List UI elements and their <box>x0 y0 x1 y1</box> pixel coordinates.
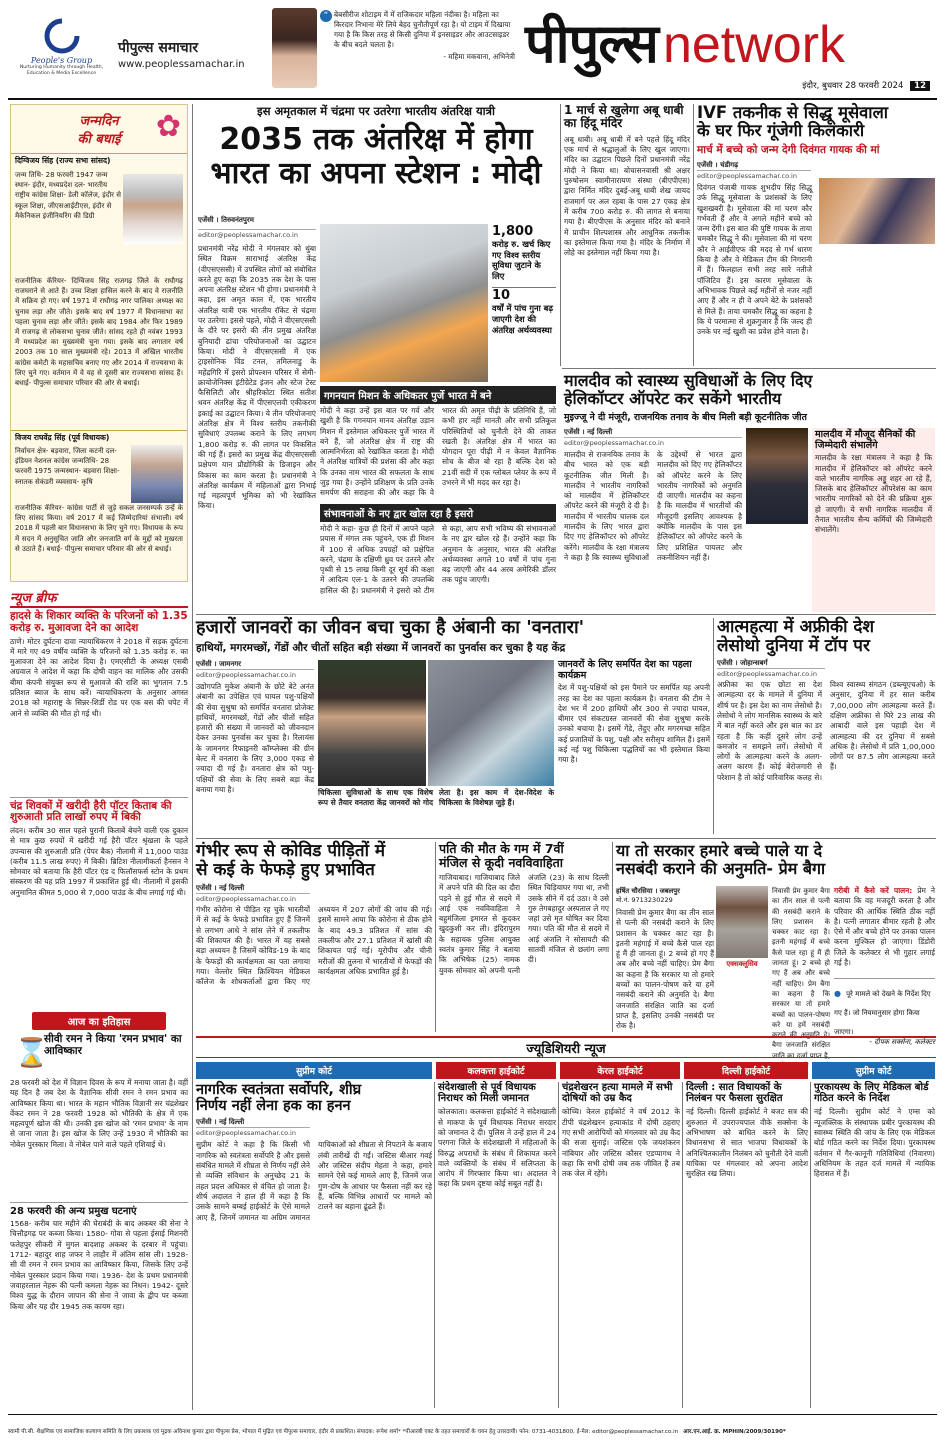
logo-ring-icon <box>42 16 82 56</box>
space-right-rule <box>560 104 561 366</box>
person1-photo <box>123 174 183 244</box>
sc-email[interactable]: editor@peoplessamachar.co.in <box>196 1127 310 1137</box>
judiciary-rule-4 <box>810 1082 811 1408</box>
moosewala-byline: एजेंसी । चंडीगढ़ <box>697 160 739 169</box>
muizzu-photo <box>746 428 808 524</box>
kerala-body: कोच्चि। केरल हाईकोर्ट ने वर्ष 2012 के टीपी चंद्रशेखरन हत्याकांड में दोषी ठहराए गए सभी आरोपियों को मंगलवार को उम्र कैद की सजा सुनाई। जस्टिस एके जयशंकरन नांबियार और जस्टिस कौसर एडप्पागथ ने कहा कि सभी दोषी जब तक जीवित हैं तब तक जेल में रहेंगे। <box>562 1107 680 1179</box>
premb-box-text <box>834 886 935 974</box>
tag-calcutta-hc: कलकत्ता हाईकोर्ट <box>436 1062 556 1079</box>
purkayastha-story <box>814 1082 935 1408</box>
moosewala-headline-1: IVF तकनीक से सिद्धू मूसेवाला <box>697 103 889 122</box>
quote-box <box>320 10 515 92</box>
premb-headline-2: नसबंदी कराने की अनुमति- प्रेम बैगा <box>616 858 826 878</box>
premb-headline-1: या तो सरकार हमारे बच्चे पाले या दे <box>616 841 823 860</box>
birthday-title-1: जन्मदिन <box>79 114 119 129</box>
moosewala-subhead: मार्च में बच्चे को जन्म देगी दिवंगत गायक की मां <box>697 143 880 156</box>
judiciary-banner <box>196 1036 936 1058</box>
maldives-email[interactable]: editor@peoplessamachar.co.in <box>564 437 742 447</box>
person2-photo <box>131 445 183 503</box>
covid-headline-2: से कई के फेफड़े हुए प्रभावित <box>196 860 375 881</box>
vantara-right-rule <box>713 618 714 834</box>
ghaziabad-headline-1: पति की मौत के गम में 7वीं <box>439 841 564 856</box>
vantara-box-body: देश में पशु-पक्षियों को इस पैमाने पर समर्पित यह अपनी तरह का देश का पहला कार्यक्रम है। वनतारा की टीम ने देश भर में 200 हाथियों और 300 से ज्यादा घायल, बीमार एवं संकटग्रस्त जानवरों की सेवा शुश्रुषा करके उनको बचाया है। इसमें गेंडे, तेंदुए और मगरमच्छ सहित कई प्रजातियों के पशु, पक्षी और सरीसृप शामिल हैं। इसमें कई नई पशु चिकित्सा पद्धतियों का भी इस्तेमाल किया गया है। <box>558 683 710 765</box>
quote-mark-icon: “ <box>320 10 332 22</box>
kerala-headline: चंद्रशेखरन हत्या मामले में सभी दोषियों को उम्र कैद <box>562 1082 673 1105</box>
premb-note-author: - दीपक सक्सेना, कलेक्टर <box>869 1038 935 1046</box>
footer-rni: आर.एन.आई. क्र. MPHIN/2009/30190* <box>683 1429 786 1435</box>
lesotho-headline-2: लेसोथो दुनिया में टॉप पर <box>717 636 870 657</box>
maldives-headline-1: मालदीव को स्वास्थ्य सुविधाओं के लिए दिए <box>564 371 813 390</box>
actress-photo <box>272 8 317 88</box>
fact2-text: वर्षों में पांच गुना बढ़ जाएगी देश की अंतरिक्ष अर्थव्यवस्था <box>492 303 554 335</box>
events-body: 1568- करीब चार महीने की घेराबंदी के बाद अकबर की सेना ने चित्तौड़गढ़ पर कब्जा किया। 1580- गोवा से पहला ईसाई मिशनरी फतेहपुर सीकरी में मुगल बादशाह अकबर के दरबार में पहुंचा। 1712- बहादुर शाह जफर ने लाहौर में अंतिम सांस ली। 1928- सी वी रमन ने रमन प्रभाव का आविष्कार किया, जिसके लिए उन्हें नोबेल पुरस्कार प्रदान किया गया। 1936- देश के प्रथम प्रधानमंत्री जवाहरलाल नेहरू की पत्नी कमला नेहरू का निधन। 1942- दूसरे विश्व युद्ध के दौरान जापान की सेना ने जावा के द्वीप पर कब्जा किया और यह दौर 1945 तक कायम रहा। <box>10 1219 188 1311</box>
isro-body: मोदी ने कहा- कुछ ही दिनों में आपने पहले प्रयास में मंगल तक पहुंचने, एक ही मिशन में 100 से अधिक उपग्रहों को प्रक्षेपित करने, चंद्रमा के दक्षिणी ध्रुव पर उतरने और पृथ्वी से 15 लाख किमी दूर सूर्य की कक्षा में आदित्य एल-1 के उतरने की उपलब्धि हासिल की है। प्रधानमंत्री ने इसरो को टीम से कहा, आप सभी भविष्य की संभावनाओं के नए द्वार खोल रहे हैं। उन्होंने कहा कि अनुमान के अनुसार, भारत की अंतरिक्ष अर्थव्यवस्था अगले 10 वर्षों में पांच गुना बढ़ जाएगी और 44 अरब अमेरिकी डॉलर तक पहुंच जाएगी। <box>320 524 556 595</box>
delhi-body: नई दिल्ली। दिल्ली हाईकोर्ट ने बजट सत्र की शुरुआत में उपराज्यपाल वीके सक्सेना के अभिभाषण को बाधित करने के लिए विधानसभा से सात भाजपा विधायकों के अनिश्चितकालीन निलंबन को चुनौती देने वाली याचिका पर मंगलवार को अपना आदेश सुरक्षित रख लिया। <box>686 1107 808 1179</box>
dateline <box>700 80 930 96</box>
delhi-headline: दिल्ली : सात विधायकों के निलंबन पर फैसला सुरक्षित <box>686 1082 783 1105</box>
space-story <box>196 104 556 604</box>
premb-body-col2: निवासी प्रेम कुमार बैगा का तीन साल से पत्नी की नसबंदी कराने के लिए प्रशासन के चक्कर काट रहा है। इतनी महंगाई में बच्चे कैसे पाल रहा हूं मैं ही जानता हूं। 2 बच्चे हो गए हैं अब और बच्चे नहीं चाहिए। प्रेम बैगा का कहना है कि सरकार या तो हमारे बच्चों का पालन-पोषण करे या हमें नसबंदी कराने की अनुमति दे। बैगा जनजाति संरक्षित जाति का दर्जा प्राप्त है, <box>772 887 830 1060</box>
tag-supreme-court-2: सुप्रीम कोर्ट <box>812 1062 935 1079</box>
maldives-body: मालदीव से राजनयिक तनाव के बीच भारत को एक बड़ी कूटनीतिक जीत मिली है। मालदीव ने भारतीय नागरिकों को मालदीव में हेलिकॉप्टर ऑपरेट करने की मंजूरी दे दी है। मालदीव में भारतीय चालक दल मालदीव के लिए भारत द्वारा दिए गए हेलिकॉप्टर को ऑपरेट करेंगे। मालदीव के रक्षा मंत्रालय ने कहा है कि स्वास्थ्य सुविधाओं के उद्देश्यों से भारत द्वारा मालदीव को दिए गए हेलिकॉप्टर को ऑपरेट करने के लिए भारतीय नागरिकों को अनुमति दी जाएगी। मालदीव का कहना है कि मालदीव में भारतीयों की मौजूदगी इसलिए आवश्यक है क्योंकि मालदीव के पास इस हेलिकॉप्टर को ऑपरेट करने के लिए प्रशिक्षित पायलट और तकनीशियन नहीं हैं। <box>564 450 742 562</box>
person2-bio: राजनीतिक कॅरियर- कांग्रेस पार्टी से जुड़े सकल जनसम्पर्क उन्हें के लिए सांसद किया। वर्ष 2017 में कई जिम्मेदारियां संभाली। वर्ष 2018 में पहली बार विधानसभा के लिए चुने गए। विधायक के रूप में सदन में अनुसूचित जाति और जनजाति वर्ग के मुद्दों को मुखरता से उठाते हैं। बधाई- पीपुल्स समाचार परिवार की ओर से बधाई। <box>15 504 183 553</box>
maldives-box <box>812 428 935 612</box>
maldives-story <box>564 372 935 612</box>
prem-baiga-story <box>616 841 936 1060</box>
ghaziabad-story <box>439 842 609 1032</box>
logo-caption: People's Group <box>30 56 93 65</box>
covid-top-rule <box>196 838 936 839</box>
elephant-treatment-photo <box>428 660 554 786</box>
history-label: आज का इतिहास <box>32 1012 166 1030</box>
abu-dhabi-story <box>564 104 690 368</box>
peoples-group-logo <box>14 12 109 92</box>
fact2-number: 10 <box>492 287 556 303</box>
ghaziabad-right-rule <box>612 842 613 1032</box>
abu-headline: 1 मार्च से खुलेगा अबू धाबी का हिंदू मंदिर <box>564 103 684 131</box>
calcutta-headline: संदेशखाली से पूर्व विधायक निराधर को मिली जमानत <box>438 1082 536 1105</box>
footer <box>8 1414 937 1440</box>
judiciary-rule-1 <box>434 1082 435 1408</box>
covid-body: गंभीर कोरोना से पीड़ित रह चुके भारतीयों में से कई के फेफड़े प्रभावित हुए हैं जिनमें से लगभग आधे ने सांस लेने में तकलीफ की शिकायत की है। भारत में यह सबसे बड़ा अध्ययन है जिसमें कोविड-19 के बाद के फेफड़ों की कार्यक्षमता का पता लगाया गया। वेल्लोर स्थित क्रिश्चियन मेडिकल कॉलेज के शोधकर्ताओं द्वारा किए गए अध्ययन में 207 लोगों की जांच की गई। इसमें सामने आया कि कोरोना से ठीक होने के बाद 49.3 प्रतिशत में सांस की तकलीफ और 27.1 प्रतिशत में खांसी की शिकायत पाई गई। यूरोपीय और चीनी मरीजों की तुलना में भारतीयों में फेफड़ों की कार्यक्षमता अधिक प्रभावित हुई है। <box>196 905 432 987</box>
premb-box <box>834 886 936 1046</box>
moosewala-email[interactable]: editor@peoplessamachar.co.in <box>697 170 811 180</box>
isro-box <box>320 504 556 604</box>
paper-name-block <box>118 38 268 78</box>
maldives-subhead: मुइज्जू ने दी मंजूरी, राजनयिक तनाव के बीच मिली बड़ी कूटनीतिक जीत <box>564 411 807 423</box>
space-email[interactable]: editor@peoplessamachar.co.in <box>198 229 316 239</box>
person1-bio: राजनीतिक कॅरियर- दिग्विजय सिंह राजगढ़ जिले के राघौगढ़ राजघराने से आते हैं। उच्च शिक्षा हासिल करने के बाद वे राजनीति में सक्रिय हो गए। वर्ष 1971 में राघौगढ़ नगर पालिका अध्यक्ष का चुनाव लड़ा और जीते। इसके बाद वर्ष 1977 में विधानसभा का पहला चुनाव लड़ा और जीते। इसके बाद 1984 और फिर 1989 में राजगढ़ से लोकसभा चुनाव जीते। सांसद रहते ही नवंबर 1993 में मध्यप्रदेश का मुख्यमंत्री चुना गया। इसके बाद लगातार वर्ष 2003 तक 10 साल मुख्यमंत्री रहे। 2013 में अखिल भारतीय कांग्रेस कमेटी के महासचिव बनाए गए और 2014 में राज्यसभा के लिए चुने गए। वर्तमान में वे यह से दूसरी बार राज्यसभा सांसद हैं। बधाई- पीपुल्स समाचार परिवार की ओर से बधाई। <box>15 277 183 388</box>
abu-right-rule <box>693 104 694 366</box>
judiciary-banner-text: ज्यूडिशियरी न्यूज <box>526 1042 606 1057</box>
maldives-byline: एजेंसी । नई दिल्ली <box>564 428 613 436</box>
brief1-headline: हादसे के शिकार व्यक्ति के परिजनों को 1.35 करोड़ रु. मुआवजा देने का आदेश <box>10 610 188 634</box>
covid-story <box>196 842 432 1032</box>
ghaziabad-headline-2: मंजिल से कूदी नवविवाहिता <box>439 855 563 870</box>
network-title <box>525 4 930 76</box>
moosewala-family-photo <box>819 178 935 244</box>
tag-supreme-court-1: सुप्रीम कोर्ट <box>196 1062 432 1079</box>
modi-vssc-photo <box>320 224 488 382</box>
left-column-rule <box>192 104 193 1410</box>
premb-byline: हर्षित चौरसिया । जबलपुर <box>616 887 680 895</box>
sc-byline: एजेंसी । नई दिल्ली <box>196 1118 245 1127</box>
vantara-headline: हजारों जानवरों का जीवन बचा चुका है अंबानी का 'वनतारा' <box>196 617 585 638</box>
covid-email[interactable]: editor@peoplessamachar.co.in <box>196 893 310 903</box>
news-brief-label: न्यूज ब्रीफ <box>10 588 188 608</box>
dateline-text: इंदौर, बुधवार 28 फरवरी 2024 <box>802 81 904 91</box>
lesotho-byline: एजेंसी । जोहान्सबर्ग <box>717 659 768 668</box>
network-hindi: पीपुल्स <box>525 12 658 75</box>
logo-tagline: Nurturing Humanity through Health, Education & Media Excellence <box>19 65 104 76</box>
premb-box-headline: गरीबी में कैसे करें पालन: <box>834 886 913 895</box>
gaganyaan-body: मोदी ने कहा उन्हें इस बात पर गर्व और खुशी है कि गगनयान मानव अंतरिक्ष उड़ान मिशन में इस्तेमाल अधिकतर पुर्जे भारत में बने हैं, जो अंतरिक्ष क्षेत्र में राष्ट्र की आत्मनिर्भरता को रेखांकित करता है। मोदी ने अंतरिक्ष यात्रियों की प्रशंसा की और कहा कि उनका नाम भारत की सफलता के साथ जुड़ गया है। उन्होंने प्रशिक्षण के प्रति उनके समर्पण की सराहना की और कहा कि वे भारत की अमृत पीढ़ी के प्रतिनिधि हैं, जो कभी हार नहीं मानती और सभी प्रतिकूल परिस्थितियों को चुनौती देने की ताकत रखती है। अंतरिक्ष क्षेत्र में भारत का योगदान पूरा पीढ़ी में न केवल वैज्ञानिक सोच के बीज बो रहा है बल्कि देश को 21वीं सदी में एक ग्लोबल प्लेयर के रूप में उभरने में भी मदद कर रहा है। <box>320 406 556 498</box>
quote-author: - महिमा मकवाना, अभिनेत्री <box>443 52 515 61</box>
covid-right-rule <box>435 842 436 1032</box>
isro-headline: संभावनाओं के नए द्वार खोल रहा है इसरो <box>320 504 556 522</box>
space-headline-2: भारत का अपना स्टेशन : मोदी <box>210 155 542 191</box>
masthead-rule <box>8 98 937 100</box>
news-brief-section <box>10 588 188 1008</box>
vantara-story <box>196 618 710 838</box>
anant-ambani-photo <box>318 660 426 786</box>
judiciary-rule-3 <box>682 1082 683 1408</box>
premb-body: निवासी प्रेम कुमार बैगा का तीन साल से पत्नी की नसबंदी कराने के लिए प्रशासन के चक्कर काट रहा है। इतनी महंगाई में बच्चे कैसे पाल रहा हूं मैं ही जानता हूं। 2 बच्चे हो गए हैं अब और बच्चे नहीं चाहिए। प्रेम बैगा का कहना है कि सरकार या तो हमारे बच्चों का पालन-पोषण करे या हमें नसबंदी कराने की अनुमति दे। बैगा जनजाति संरक्षित जाति का दर्जा प्राप्त है, इसलिए उनकी नसबंदी पर रोक है। <box>616 908 714 1031</box>
gaganyaan-box <box>320 386 556 500</box>
calcutta-body: कोलकाता। कलकत्ता हाईकोर्ट ने संदेशखाली से माकपा के पूर्व विधायक निराधर सरदार को जमानत दे दी। पुलिस ने उन्हें हाल में 24 परगना जिले के संदेशखाली में महिलाओं के विरुद्ध अपराधों के संबंध में शिकायत करने वाले व्यक्तियों के संबंध में सलिप्तता के आरोप में गिरफ्तार किया था। अदालत ने कहा कि प्रथम दृष्टया कोई सबूत नहीं है। <box>438 1107 556 1189</box>
footer-text: स्वामी पी.सी. शैक्षणिक एवं सामाजिक कल्याण समिति के लिए प्रकाशक एवं मुद्रक अविनाश कुमार द्वारा पीपुल्स प्रेस, भोपाल में मुद्रित एवं पीपुल्स समाचार, इंदौर से प्रकाशित। संपादक: रूपेश शर्मा* *पीआरबी एक्ट के तहत समाचारों के चयन हेतु उत्तरदायी। फोन: 0731-4031800, ई-मेल: editor@peoplessamachar.co.in <box>8 1429 679 1435</box>
maldives-headline-2: हेलिकॉप्टर ऑपरेट कर सकेंगे भारतीय <box>564 388 782 408</box>
hourglass-icon: ⌛ <box>14 1036 49 1069</box>
sc-liberty-story <box>196 1082 432 1408</box>
sc-headline-2: निर्णय नहीं लेना हक का हनन <box>196 1098 351 1115</box>
birthday-title-2: की बधाई <box>77 132 121 147</box>
lesotho-body: अफ्रीका का एक छोटा सा देश आत्महत्या दर के मामले में दुनिया में शीर्ष पर है। इस देश का नाम लेसोथो है। लेसोथो ने लोग मानसिक स्वास्थ्य के बारे में बात नहीं करते और इस बात का डर रहता है कि कहीं दूसरे लोग उन्हें कमजोर न समझने लगें। लेसोथो में लोगों के आत्महत्या करने के अलग-अलग कारण हैं। कोई बेरोजगारी से परेशान है तो कोई पारिवारिक कलह से। विश्व स्वास्थ्य संगठन (डब्ल्यूएचओ) के अनुसार, दुनिया में हर साल करीब 7,00,000 लोग आत्महत्या करते हैं। दक्षिण अफ्रीका से घिरे 23 लाख की आबादी वाले इस पहाड़ी देश में आत्महत्या की दर दुनिया में सबसे अधिक है। लेसोथो में प्रति 1,00,000 लोगों पर 87.5 लोग आत्महत्या करते हैं। <box>717 680 935 782</box>
history-section <box>10 1012 188 1410</box>
vantara-caption: चिकित्सा सुविधाओं के साथ एक विशेष रूप से तैयार वनतारा केंद्र जानवरों को गोद लेता है। इस काम में देश-विदेश के चिकित्सा के विशेषज्ञ जुड़े हैं। <box>318 788 554 808</box>
events-headline: 28 फरवरी की अन्य प्रमुख घटनाएं <box>10 1202 188 1217</box>
purkayastha-headline: पुरकायस्थ के लिए मेडिकल बोर्ड गठित करने के निर्देश <box>814 1082 929 1105</box>
fact1-number: 1,800 <box>492 224 534 239</box>
sc-headline-1: नागरिक स्वतंत्रता सर्वोपरि, शीघ्र <box>196 1082 362 1098</box>
flower-bouquet-icon: ✿ <box>155 109 181 144</box>
tag-kerala-hc: केरल हाईकोर्ट <box>560 1062 680 1079</box>
paper-name: पीपुल्स समाचार <box>118 40 199 56</box>
delhi-story <box>686 1082 808 1408</box>
quote-text: बेबसीरीज शोटाइम में में राजिकदार महिला नंदीका है। महिला का किरदार निभाना मेरे लिये बेहद चुनौतीपूर्ण रहा है। यो टाइम में दिखाया गया है कि किस तरह से किसी दुनिया में इनसाइडर और आउटसाइडर के बीच बदले चलता है। <box>334 10 511 49</box>
page-number: 12 <box>910 81 930 91</box>
maldives-box-body: मालदीव के रक्षा मंत्रालय ने कहा है कि मालदीव में हेलिकॉप्टर को ऑपरेट करने वाले भारतीय नागरिक अड्डू शहर आ रहे हैं, जिसके बाद हेलिकॉप्टर ऑपरेशंस का काम भारतीय नागरिकों को देने की प्रक्रिया शुरू हो जाएगी। ये सभी नागरिक मालदीव में तैनात भारतीय सैन्य कर्मियों की जिम्मेदारी संभालेंगे। <box>815 453 932 535</box>
space-kicker: इस अमृतकाल में चंद्रमा पर उतरेगा भारतीय अंतरिक्ष यात्री <box>257 104 495 118</box>
network-english: network <box>662 16 846 74</box>
lesotho-email[interactable]: editor@peoplessamachar.co.in <box>717 668 825 678</box>
vantara-body: उद्योगपति मुकेश अंबानी के छोटे बेटे अनंत अंबानी का उपेक्षित एवं घायल पशु-पक्षियों की सेवा सुश्रुषा को समर्पित वनतारा प्रोजेक्ट हाथियों, मगरमच्छों, गेंडों और चीतों सहित हजारों की संख्या में जानवरों को जीवनदान देकर उनका पुनर्वास कर चुका है। रिलायंस के जामनगर रिफाइनरी कॉम्प्लेक्स की ग्रीन बेल्ट में वनतारा के लिए 3,000 एकड़ से ज्यादा दी गई है। वनतारा क्षेत्र को पशु-पक्षियों की सेवा के लिए सबसे बड़ा केंद्र बनाया गया है। <box>196 682 314 794</box>
ghaziabad-body: गाजियाबाद। गाजियाबाद जिले में अपने पति की दिल का दौरा पड़ने से हुई मौत से सदमे में आई एक नवविवाहिता ने बहुमंजिला इमारत से कूदकर खुदकुशी कर ली। इंदिरापुरम के सहायक पुलिस आयुक्त स्वतंत्र कुमार सिंह ने बताया कि अभिषेक (25) नामक युवक सोमवार को अपनी पत्नी अंजलि (23) के साथ दिल्ली स्थित चिड़ियाघर गया था, तभी उसके सीने में दर्द उठा। वे उसे गुरु तेगबहादुर अस्पताल ले गए जहां उसे मृत घोषित कर दिया गया। पति की मौत से सदमे में आई अंजलि ने सोसायटी की सातवीं मंजिल से छलांग लगा दी। <box>439 873 609 975</box>
fact1-text: करोड़ रु. खर्च किए गए विश्व स्तरीय सुविधा जुटाने के लिए <box>492 239 551 281</box>
brief1-body: ठाणे। मोटर दुर्घटना दावा न्यायाधिकरण ने 2018 में सड़क दुर्घटना में मारे गए 49 वर्षीय व्यक्ति के परिजनों को 1.35 करोड़ रु. का मुआवजा देने का आदेश दिया है। एमएसीटी के अध्यक्ष एसबी अग्रवाल ने आदेश में कहा कि दोषी वाहन का मालिक और उसकी बीमा कंपनी संयुक्त रूप से मुआवजे की राशि का भुगतान 7.5 प्रतिशत ब्याज के साथ करें। न्यायाधिकरण के अनुसार अगस्त 2018 को महाराष्ट्र के सिन्नर-शिर्डी रोड पर एक बस की चपेट में आने से व्यक्ति की मौत हो गई थी। <box>10 636 188 718</box>
brief2-body: लंदन। करीब 30 साल पहले पुरानी किताबें बेचने वाली एक दुकान से मात्र कुछ रुपयों में खरीदी गई हैरी पॉटर श्रृंखला के पहले उपन्यास की शुरुआती प्रति (पेपर बैक) नीलामी में 11,000 पाउंड (करीब 11.5 लाख रुपए) में बिकी। ब्रिटिश नीलामीकर्ता हैनसन ने सोमवार को बताया कि हैरी पॉटर एंड द फिलॉसफर्स स्टोन के प्रथम संस्करण की यह प्रति 1997 में प्रकाशित हुई थी। नीलामी में इसकी अनुमानित कीमत 5,000 से 7,000 पाउंड के बीच लगाई गई थी। <box>10 826 188 897</box>
person2-facts: निर्वाचन क्षेत्र- बड़वारा, जिला कटनी दल- इंडियन नेशनल कांग्रेस जन्मतिथि- 28 फरवरी 1975 जन्मस्थान- बड़वारा शिक्षा- स्नातक सेकंडरी व्यवसाय- कृषि <box>15 447 120 486</box>
covid-headline-1: गंभीर रूप से कोविड पीड़ितों में <box>196 841 386 861</box>
space-headline-1: 2035 तक अंतरिक्ष में होगा <box>219 122 533 157</box>
tag-delhi-hc: दिल्ली हाईकोर्ट <box>684 1062 808 1079</box>
person1-facts: जन्म तिथि- 28 फरवरी 1947 जन्म स्थान- इंदौर, मध्यप्रदेश दल- भारतीय राष्ट्रीय कांग्रेस शिक्षा- डेली कॉलेज, इंदौर से स्कूल शिक्षा, जीएसआईटीएस, इंदौर से मैकेनिकल इंजीनियरिंग की डिग्री <box>15 171 122 220</box>
lesotho-headline-1: आत्महत्या में अफ्रीकी देश <box>717 617 875 637</box>
vantara-email[interactable]: editor@peoplessamachar.co.in <box>196 669 314 679</box>
brief2-headline: चंद्र शिवकों में खरीदी हैरी पॉटर किताब की शुरुआती प्रति लाखों रुपए में बिकी <box>10 797 188 825</box>
vantara-box <box>558 660 710 838</box>
vantara-top-rule <box>196 614 936 615</box>
vantara-subhead: हाथियों, मगरमच्छों, गेंडों और चीतों सहित बड़ी संख्या में जानवरों का पुनर्वास कर चुका है यह केंद्र <box>196 642 566 655</box>
moosewala-story <box>697 104 935 368</box>
premb-box-body: प्रेम ने बताया कि वह मजदूरी करता है और परिवार की आर्थिक स्थिति ठीक नहीं है। पत्नी लगातार बीमार रहती है और ऐसे में और बच्चे होने पर उनका पालन करना मुश्किल हो जाएगा। डिंडोरी जिले के कलेक्टर से भी गुहार लगाई गई है। <box>834 886 936 968</box>
birthday-header <box>11 105 187 153</box>
calcutta-story <box>438 1082 556 1408</box>
space-fact-box <box>492 224 556 384</box>
maldives-top-rule <box>562 368 936 369</box>
history-headline: सीवी रमन ने किया 'रमन प्रभाव' का आविष्कार <box>44 1033 182 1057</box>
lesotho-story <box>717 618 935 838</box>
covid-byline: एजेंसी । नई दिल्ली <box>196 884 245 893</box>
premb-phone: मो.नं. 9713230229 <box>616 896 673 904</box>
space-body: प्रधानमंत्री नरेंद्र मोदी ने मंगलवार को थुंबा स्थित विक्रम साराभाई अंतरिक्ष केंद्र (वीएसएससी) में उपस्थित लोगों को संबोधित करते हुए कहा कि 2035 तक देश के पास अपना अंतरिक्ष स्टेशन भी होगा। प्रधानमंत्री ने कहा, इस अमृत काल में, एक भारतीय अंतरिक्ष यात्री एक भारतीय रॉकेट से चंद्रमा पर उतरेगा। इससे पहले, मोदी ने वीएसएससी के दौरे पर इसरो की तीन प्रमुख अंतरिक्ष बुनियादी ढांचा परियोजनाओं का उद्घाटन किया। मोदी ने वीएसएससी में एक ट्राइसोनिक विंड टनल, तमिलनाडु के महेंद्रगिरि में इसरो प्रोपल्शन परिसर में सेमी-क्रायोजेनिक्स इंटीग्रेटेड इंजन और स्टेज टेस्ट फैसिलिटी और श्रीहरिकोटा स्थित सतीश धवन अंतरिक्ष केंद्र में पीएसएलवी एकीकरण इकाई का उद्घाटन किया। ये तीन परियोजनाएं अंतरिक्ष क्षेत्र में विश्व स्तरीय तकनीकी सुविधाएं उपलब्ध कराने के लिए लगभग 1,800 करोड़ रु. की लागत पर विकसित की गई हैं। इसरो का प्रमुख केंद्र वीएसएससी प्रक्षेपण यान प्रौद्योगिकी के डिजाइन और विकास का काम करता है। प्रधानमंत्री ने अंतरिक्ष कार्यक्रम में महिलाओं द्वारा निभाई गई महत्वपूर्ण भूमिका को भी रेखांकित किया। <box>198 244 316 511</box>
kerala-story <box>562 1082 680 1408</box>
vantara-byline: एजेंसी । जामनगर <box>196 660 242 668</box>
sc-body: सुप्रीम कोर्ट ने कहा है कि किसी भी नागरिक को स्वतंत्रता सर्वोपरि है और इससे संबंधित मामले में शीघ्रता से निर्णय नहीं लेने से व्यक्ति संविधान के अनुच्छेद 21 के तहत प्रदत्त अधिकार से वंचित हो जाता है। शीर्ष अदालत ने हाल ही में कहा है कि उसके सामने बम्बई हाईकोर्ट के ऐसे मामले आए हैं, जिनमें जमानत या अग्रिम जमानत याचिकाओं को शीघ्रता से निपटाने के बजाय लंबी तारीखें दी गईं। जस्टिस बीआर गवई और जस्टिस संदीप मेहता ने कहा, हमारे सामने ऐसे कई मामले आए हैं, जिनमें जज गुण-दोष के आधार पर फैसला नहीं कर रहे हैं, बल्कि विभिन्न आधारों पर मामले को टालने का बहाना ढूंढते हैं। <box>196 1140 432 1222</box>
arrow-icon: ● <box>834 989 841 998</box>
website-link[interactable]: www.peoplessamachar.in <box>118 59 245 70</box>
maldives-box-headline: मालदीव में मौजूद सैनिकों की जिम्मेदारी संभालेंगे <box>815 429 916 451</box>
history-body: 28 फरवरी को देश में विज्ञान दिवस के रूप में मनाया जाता है। वहीं यह दिन है जब देश के वैज्ञानिक सीवी रमन ने रमन प्रभाव का आविष्कार किया था। भारत के महान भौतिक विज्ञानी सर चंद्रशेखर वेंकट रमन ने 28 फरवरी 1928 को भौतिकी के क्षेत्र में एक महत्वपूर्ण खोज की थी। उनकी इस खोज को 'रमन प्रभाव' के नाम से जाना जाता है। इस खोज के लिए उन्हें 1930 में भौतिकी का नोबेल पुरस्कार मिला। वे नोबेल पाने वाले पहले एशियाई थे। <box>10 1078 188 1149</box>
premb-exclusive-label: एक्सक्लूसिव <box>726 960 758 968</box>
purkayastha-body: नई दिल्ली। सुप्रीम कोर्ट ने एम्स को न्यूजक्लिक के संस्थापक प्रबीर पुरकायस्थ की स्वास्थ्य स्थिति की जांच के लिए एक मेडिकल बोर्ड गठित करने का निर्देश दिया। पुरकायस्थ वर्तमान में गैर-कानूनी गतिविधियां (निवारण) अधिनियम के तहत दर्ज मामले में न्यायिक हिरासत में हैं। <box>814 1107 935 1179</box>
birthday-section <box>10 104 188 582</box>
vantara-box-headline: जानवरों के लिए समर्पित देश का पहला कार्यक्रम <box>558 659 692 681</box>
abu-body: अबू धाबी। अबू धाबी में बने पहले हिंदू मंदिर एक मार्च से श्रद्धालुओं के लिए खुल जाएगा। मंदिर का उद्घाटन पिछले दिनों प्रधानमंत्री नरेंद्र मोदी ने किया था। बोचासनवासी श्री अक्षर पुरुषोत्तम स्वामीनारायण संस्था (बीएपीएस) द्वारा निर्मित मंदिर दुबई-अबू धाबी शेख जायद राजमार्ग पर अल रहबा के पास 27 एकड़ क्षेत्र में करीब 700 करोड़ रु. की लागत से बनाया गया है। बीएपीएस के अनुसार मंदिर को बनाने में प्राचीन शिल्पशास्त्र और आधुनिक तकनीक का इस्तेमाल किया गया है। मंदिर के निर्माण में लोहे का इस्तेमाल नहीं किया गया है। <box>564 134 690 258</box>
judiciary-rule-2 <box>558 1082 559 1408</box>
prem-baiga-photo <box>716 886 768 958</box>
gaganyaan-headline: गगनयान मिशन के अधिकतर पुर्जे भारत में बने <box>320 386 556 404</box>
space-byline: एजेंसी । तिरुवनंतपुरम <box>198 216 254 224</box>
masthead <box>0 0 945 100</box>
moosewala-body: दिवंगत पंजाबी गायक शुभदीप सिंह सिद्धू उर्फ सिद्धू मूसेवाला के प्रशंसकों के लिए खुशखबरी है। मूसेवाला की मां चरण कौर गर्भवती हैं और वे अगले महीने बच्चे को जन्म देंगी। इस बात की पुष्टि गायक के ताया चमकौर सिद्धू ने की। मूसेवाला की मां चरण कौर ने आईवीएफ की मदद से गर्भ धारण किया है और वे मेडिकल टीम की निगरानी में हैं। फिलहाल सभी तरह सारे नतीजे पॉजिटिव हैं। इस कारण मूसेवाला के अभिभावक पिछले कई महीनों से नजर नहीं आए हैं और न ही वे अपने बेटे के प्रशंसकों से मिले हैं। ताया चमकौर सिद्धू का कहना है कि ये परमात्मा से शुक्रगुजार हैं कि जल्द ही उनके घर नई खुशी का प्रवेश होने वाला है। <box>697 182 812 337</box>
person2-name: विजय राघवेंद्र सिंह (पूर्व विधायक) <box>11 430 187 445</box>
premb-note-text: पूरे मामले को देखने के निर्देश दिए गए हैं। जो नियमानुसार होगा किया जाएगा। <box>834 990 931 1036</box>
moosewala-headline-2: के घर फिर गूंजेगी किलकारी <box>697 121 865 141</box>
person1-name: दिग्विजय सिंह (राज्य सभा सांसद) <box>11 153 187 168</box>
